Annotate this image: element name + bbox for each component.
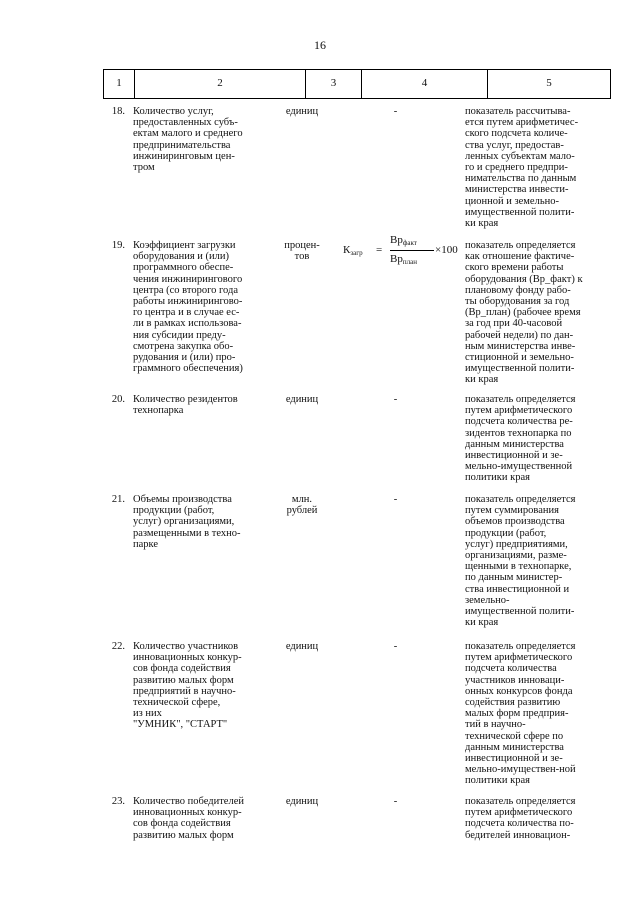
formula-k: [343, 245, 363, 259]
indicator-name-line: ния субсидии преду-: [133, 329, 226, 341]
calculation-method-line: щенными в технопарке,: [465, 561, 572, 573]
unit-line: тов: [294, 251, 310, 263]
calculation-method: [465, 106, 607, 229]
row-number: 22.: [111, 641, 125, 652]
unit-line: единиц: [285, 394, 319, 405]
indicator-name-line: технопарка: [133, 405, 184, 417]
calculation-method-line: политики края: [465, 472, 530, 484]
calculation-method-line: малых форм предприя-: [465, 708, 569, 720]
calculation-method-line: как отношение фактиче-: [465, 251, 575, 263]
indicator-name: [133, 494, 273, 550]
calculation-method-line: ки края: [465, 374, 499, 386]
calculation-method-line: ства инвестиционной и: [465, 583, 570, 595]
indicator-name-line: работы инжинирингово-: [133, 296, 243, 308]
calculation-method-line: технической сфере по: [465, 730, 564, 742]
indicator-name-line: размещенными в техно-: [133, 527, 241, 539]
calculation-method-line: инвестиционной и зе-: [465, 753, 563, 765]
calculation-method-line: мельно-имуществен-ной: [465, 764, 576, 776]
fraction-bar: [390, 250, 434, 251]
indicator-name-line: тром: [133, 162, 155, 174]
header-col-5: 5: [488, 70, 611, 99]
calculation-method-line: имущественной полити-: [465, 606, 575, 618]
calculation-method-line: ского времени работы: [465, 262, 564, 274]
calculation-method-line: путем арифметического: [465, 405, 573, 417]
formula-num-symbol: Вр: [390, 234, 403, 246]
calculation-method-line: оборудования (Вр_факт) к: [465, 273, 583, 285]
calculation-method-line: путем суммирования: [465, 505, 559, 517]
calculation-method-line: показатель определяется: [465, 494, 576, 505]
indicator-name-line: смотрена закупка обо-: [133, 340, 234, 352]
calculation-method-line: услуг) предприятиями,: [465, 538, 568, 550]
indicator-name-line: инжиниринговым цен-: [133, 150, 235, 162]
row-number: 19.: [111, 240, 125, 251]
indicator-name-line: Количество участников: [133, 641, 239, 652]
calculation-method-line: нимательства по данным: [465, 173, 577, 185]
formula-num-sub: факт: [402, 239, 417, 247]
formula-multiplier: ×100: [435, 244, 458, 256]
calculation-method-line: путем арифметического: [465, 652, 573, 664]
calculation-method-line: плановому фонду рабо-: [465, 284, 571, 296]
formula: -: [393, 106, 398, 117]
calculation-method-line: ты оборудования за год: [465, 296, 570, 308]
calculation-method: [465, 494, 607, 628]
formula-denominator: [390, 254, 417, 268]
calculation-method-line: подсчета количества ре-: [465, 416, 573, 428]
row-number: 21.: [111, 494, 125, 505]
formula: [338, 235, 463, 271]
formula-k-symbol: К: [343, 244, 351, 256]
calculation-method-line: показатель определяется: [465, 394, 576, 405]
calculation-method-line: ки края: [465, 218, 499, 230]
calculation-method: [465, 796, 607, 841]
calculation-method-line: путем арифметического: [465, 807, 573, 819]
indicator-name-line: из них: [133, 708, 162, 720]
row-number: 20.: [111, 394, 125, 405]
indicator-name-line: Объемы производства: [133, 494, 232, 505]
formula: -: [393, 641, 398, 652]
indicator-name-line: продукции (работ,: [133, 505, 215, 517]
calculation-method-line: го и среднего предпри-: [465, 162, 568, 174]
calculation-method-line: участников инноваци-: [465, 674, 565, 686]
calculation-method: [465, 394, 607, 484]
calculation-method-line: подсчета количества по-: [465, 818, 574, 830]
formula: -: [393, 394, 398, 405]
indicator-name-line: оборудования и (или): [133, 251, 230, 263]
calculation-method-line: бедителей инновацион-: [465, 829, 571, 841]
calculation-method-line: рабочей недели) по дан-: [465, 329, 574, 341]
formula-equals: =: [376, 244, 383, 256]
indicator-name-line: программного обеспе-: [133, 262, 234, 274]
unit-line: единиц: [285, 641, 319, 652]
calculation-method: [465, 240, 607, 386]
unit-line: единиц: [285, 106, 319, 117]
header-col-1: 1: [104, 70, 135, 99]
calculation-method-line: ства услуг, предостав-: [465, 139, 564, 151]
indicator-name-line: рудования и (или) про-: [133, 352, 236, 364]
calculation-method-line: ленных субъектам мало-: [465, 150, 575, 162]
formula-den-sub: план: [402, 258, 417, 266]
indicator-name-line: развитию малых форм: [133, 829, 234, 841]
calculation-method: [465, 641, 607, 787]
indicator-name-line: граммного обеспечения): [133, 363, 243, 375]
indicator-name: [133, 394, 273, 416]
indicator-name: [133, 641, 273, 731]
calculation-method-line: ным министерства инве-: [465, 340, 576, 352]
unit-line: единиц: [285, 796, 319, 807]
indicator-name-line: технической сфере,: [133, 697, 221, 709]
calculation-method-line: политики края: [465, 775, 530, 787]
calculation-method-line: подсчета количества: [465, 663, 557, 675]
calculation-method-line: показатель определяется: [465, 641, 576, 652]
calculation-method-line: стиционной и земельно-: [465, 352, 574, 364]
formula: -: [393, 796, 398, 807]
unit: [278, 796, 326, 807]
indicator-name-line: Коэффициент загрузки: [133, 240, 236, 251]
calculation-method-line: ки края: [465, 617, 499, 629]
calculation-method-line: ционной и земельно-: [465, 195, 559, 207]
calculation-method-line: имущественной полити-: [465, 206, 575, 218]
calculation-method-line: данным министерства: [465, 438, 564, 450]
unit-line: рублей: [286, 505, 318, 517]
calculation-method-line: по данным министер-: [465, 572, 563, 584]
calculation-method-line: ского подсчета количе-: [465, 128, 568, 140]
calculation-method-line: (Вр_план) (рабочее время: [465, 307, 581, 319]
header-col-3: 3: [306, 70, 362, 99]
calculation-method-line: организациями, разме-: [465, 550, 567, 562]
indicator-name-line: предприятий в научно-: [133, 685, 236, 697]
indicator-name-line: развитию малых форм: [133, 674, 234, 686]
row-number: 23.: [111, 796, 125, 807]
calculation-method-line: содействия развитию: [465, 697, 561, 709]
formula-numerator: [390, 235, 417, 249]
calculation-method-line: данным министерства: [465, 741, 564, 753]
indicator-name-line: чения инжинирингового: [133, 273, 243, 285]
indicator-name-line: сов фонда содействия: [133, 818, 231, 830]
unit: [278, 240, 326, 262]
calculation-method-line: продукции (работ,: [465, 527, 547, 539]
indicator-name-line: ектам малого и среднего: [133, 128, 243, 140]
indicator-name-line: ли в рамках использова-: [133, 318, 242, 330]
indicator-name-line: "УМНИК", "СТАРТ": [133, 719, 228, 731]
indicator-name-line: Количество услуг,: [133, 106, 214, 117]
indicator-name-line: го центра и в случае ес-: [133, 307, 240, 319]
calculation-method-line: инвестиционной и зе-: [465, 450, 563, 462]
formula: -: [393, 494, 398, 505]
calculation-method-line: тий в научно-: [465, 719, 526, 731]
calculation-method-line: показатель определяется: [465, 796, 576, 807]
indicator-name-line: предпринимательства: [133, 139, 231, 151]
row-number: 18.: [111, 106, 125, 117]
indicator-name-line: парке: [133, 538, 159, 550]
unit: [278, 494, 326, 516]
header-col-4: 4: [362, 70, 488, 99]
calculation-method-line: земельно-: [465, 594, 510, 606]
indicator-name-line: Количество победителей: [133, 796, 244, 807]
calculation-method-line: мельно-имущественной: [465, 461, 573, 473]
calculation-method-line: показатель определяется: [465, 240, 576, 251]
formula-k-sub: загр: [350, 249, 363, 257]
unit: [278, 106, 326, 117]
indicator-name-line: услуг) организациями,: [133, 516, 235, 528]
indicator-name-line: инновационных конкур-: [133, 807, 242, 819]
unit-line: млн.: [291, 494, 313, 505]
calculation-method-line: имущественной полити-: [465, 363, 575, 375]
calculation-method-line: показатель рассчитыва-: [465, 106, 571, 117]
indicator-name: [133, 106, 273, 173]
calculation-method-line: объемов производства: [465, 516, 565, 528]
indicator-name-line: центра (со второго года: [133, 284, 238, 296]
indicator-name-line: предоставленных субъ-: [133, 117, 238, 129]
header-col-2: 2: [135, 70, 306, 99]
table-header: [103, 69, 611, 99]
indicator-name: [133, 240, 273, 374]
calculation-method-line: онных конкурсов фонда: [465, 685, 573, 697]
indicator-name-line: сов фонда содействия: [133, 663, 231, 675]
indicator-name: [133, 796, 273, 841]
unit-line: процен-: [284, 240, 320, 251]
indicator-name-line: инновационных конкур-: [133, 652, 242, 664]
calculation-method-line: за год при 40-часовой: [465, 318, 563, 330]
unit: [278, 394, 326, 405]
calculation-method-line: зидентов технопарка по: [465, 427, 572, 439]
unit: [278, 641, 326, 652]
formula-den-symbol: Вр: [390, 253, 403, 265]
calculation-method-line: министерства инвести-: [465, 184, 569, 196]
calculation-method-line: ется путем арифметичес-: [465, 117, 579, 129]
indicator-name-line: Количество резидентов: [133, 394, 238, 405]
page-number: 16: [314, 38, 326, 52]
